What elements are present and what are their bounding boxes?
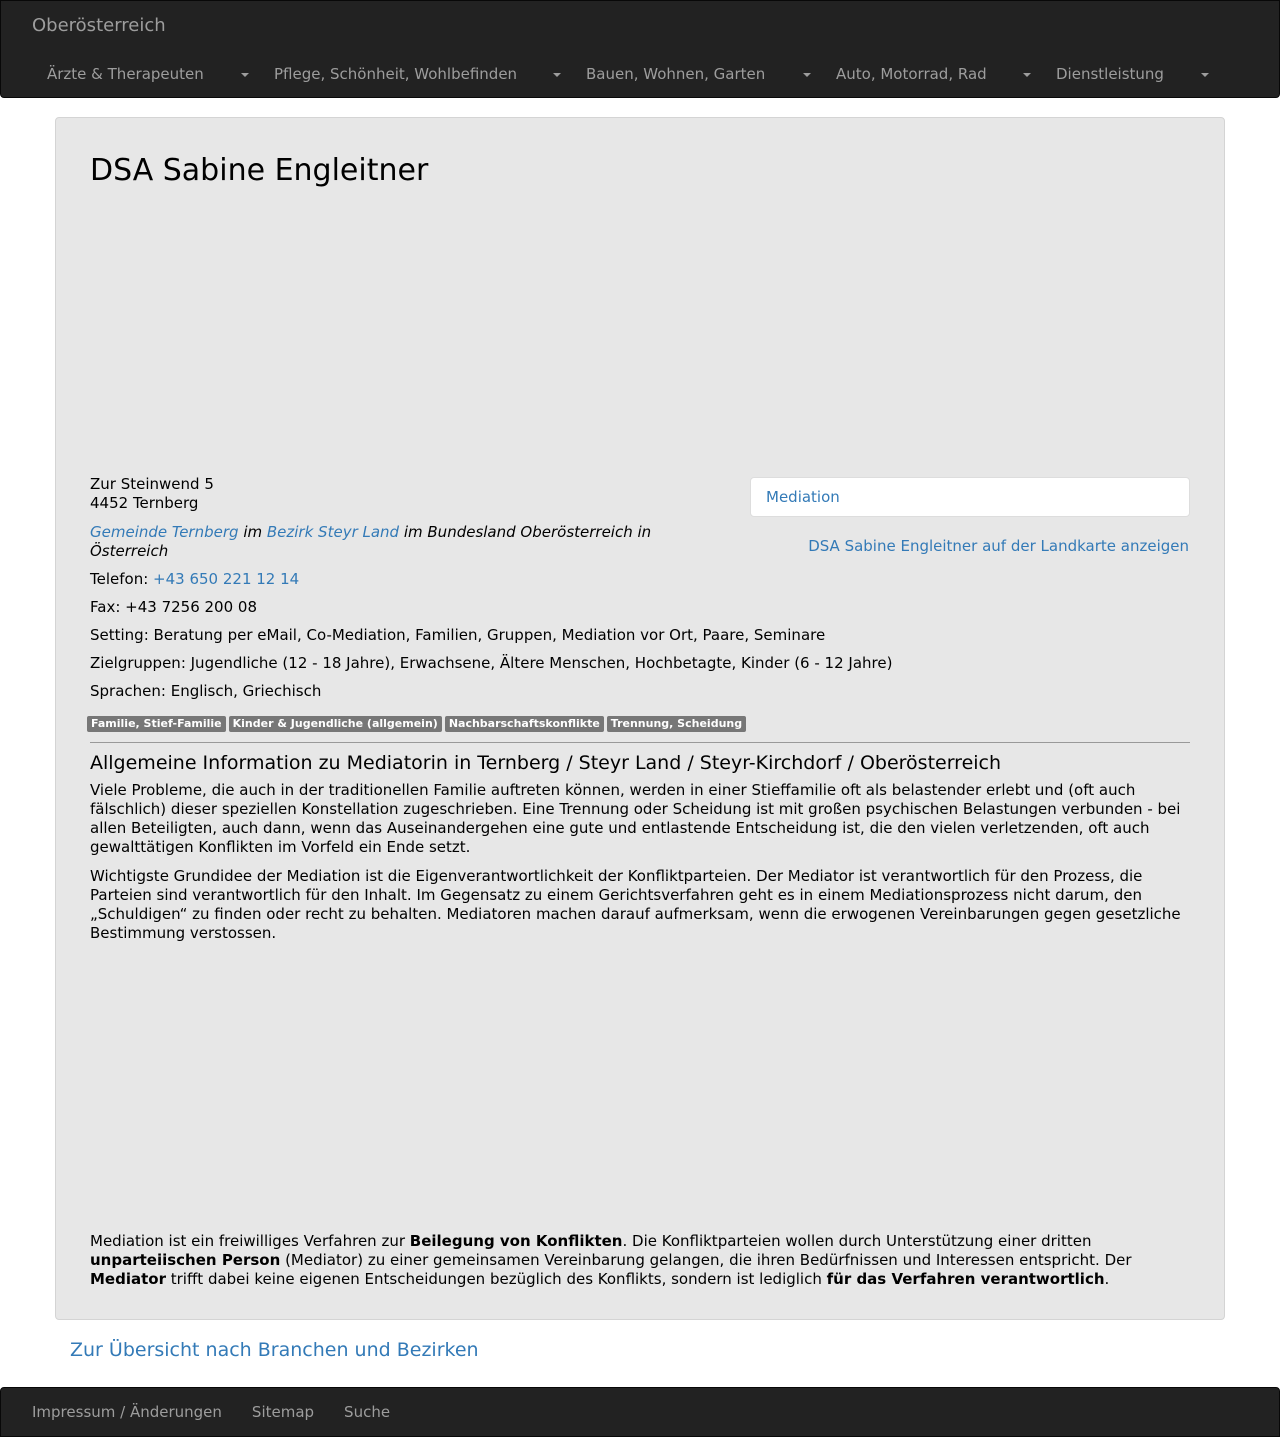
nav-dropdown-pflege[interactable] (259, 51, 571, 97)
caret-down-icon (553, 73, 561, 77)
nav-dropdown-bauen[interactable] (571, 51, 821, 97)
footer-menu (32, 1388, 420, 1436)
nav-item-label: Dienstleistung (1056, 65, 1164, 83)
tag-badge: Familie, Stief-Familie (87, 716, 226, 732)
phone-line (90, 570, 670, 589)
bold-span: unparteiischen Person (90, 1251, 281, 1269)
info-paragraph-2: Wichtigste Grundidee der Mediation ist die Eigenverantwortlichkeit der Konfliktparteien. Der Mediator ist verantwortlich für den Prozess, die Parteien sind verantwortlich für den Inhalt. Im Gegensatz zu einem Gerichtsverfahren geht es in einem Mediationsprozess nicht darum, den „Schuldigen“ zu finden oder recht zu behalten. Mediatoren machen darauf aufmerksam, wenn die erwogenen Vereinbarungen gegen gesetzliche Bestimmung verstossen. (90, 867, 1181, 942)
top-navbar (0, 0, 1280, 98)
phone-link[interactable]: +43 650 221 12 14 (153, 570, 300, 588)
navbar-brand[interactable]: Oberösterreich (32, 15, 166, 36)
address-street: Zur Steinwend 5 (90, 475, 214, 493)
zielgruppen-line: Zielgruppen: Jugendliche (12 - 18 Jahre), Erwachsene, Ältere Menschen, Hochbetagte, Kinder (6 - 12 Jahre) (90, 654, 893, 672)
footer-navbar (0, 1387, 1280, 1437)
location-im: im (238, 523, 267, 541)
nav-item-label: Ärzte & Therapeuten (47, 65, 204, 83)
setting-line: Setting: Beratung per eMail, Co-Mediation, Familien, Gruppen, Mediation vor Ort, Paare, Seminare (90, 626, 826, 644)
footer-link-sitemap[interactable]: Sitemap (251, 1403, 315, 1421)
info-paragraph-3 (90, 1232, 1190, 1289)
footer-link-suche[interactable]: Suche (344, 1403, 391, 1421)
address (90, 475, 670, 513)
map-link[interactable]: DSA Sabine Engleitner auf der Landkarte anzeigen (808, 537, 1189, 555)
gemeinde-link[interactable]: Gemeinde Ternberg (90, 523, 239, 541)
category-list (750, 477, 1190, 517)
contact-details (90, 475, 893, 710)
bezirk-link[interactable]: Bezirk Steyr Land (266, 523, 400, 541)
caret-down-icon (1023, 73, 1031, 77)
divider (90, 742, 1190, 743)
location-rest: im Bundesland Oberösterreich in Österreich (90, 523, 652, 560)
tag-badge: Trennung, Scheidung (607, 716, 746, 732)
nav-dropdown-auto[interactable] (821, 51, 1041, 97)
navbar-menu (32, 51, 1221, 97)
address-city: 4452 Ternberg (90, 494, 199, 512)
location-line (90, 523, 670, 561)
tag-badge: Nachbarschaftskonflikte (445, 716, 604, 732)
tag-list (87, 716, 749, 732)
fax-line: Fax: +43 7256 200 08 (90, 598, 257, 616)
page-title: DSA Sabine Engleitner (90, 153, 429, 188)
info-paragraph-1: Viele Probleme, die auch in der traditionellen Familie auftreten können, werden in einer Stieffamilie oft als belastender erlebt und (oft auch fälschlich) dieser speziellen Konstellation zugeschrieben. Eine Trennung oder Scheidung ist mit großen psychischen Belastungen verbunden - bei allen Beteiligten, auch dann, wenn das Auseinandergehen eine gute und entlastende Entscheidung ist, die den vielen verletzenden, oft auch gewalttätigen Konflikten im Vorfeld ein Ende setzt. (90, 781, 1181, 856)
nav-item-label: Auto, Motorrad, Rad (836, 65, 987, 83)
sprachen-line: Sprachen: Englisch, Griechisch (90, 682, 322, 700)
nav-dropdown-dienstleistung[interactable] (1041, 51, 1221, 97)
info-heading: Allgemeine Information zu Mediatorin in Ternberg / Steyr Land / Steyr-Kirchdorf / Oberösterreich (90, 752, 1002, 774)
text-span: trifft dabei keine eigenen Entscheidungen bezüglich des Konflikts, sondern ist lediglich (165, 1270, 827, 1288)
text-span: . Die Konfliktparteien wollen durch Unterstützung einer dritten (622, 1232, 1092, 1250)
caret-down-icon (241, 73, 249, 77)
text-span: . (1104, 1270, 1110, 1288)
tag-badge: Kinder & Jugendliche (allgemein) (229, 716, 442, 732)
caret-down-icon (1201, 73, 1209, 77)
phone-label: Telefon: (90, 570, 154, 588)
bold-span: Beilegung von Konflikten (409, 1232, 623, 1250)
text-span: (Mediator) zu einer gemeinsamen Vereinbarung gelangen, die ihren Bedürfnissen und Interessen entspricht. Der (280, 1251, 1132, 1269)
caret-down-icon (803, 73, 811, 77)
bold-span: für das Verfahren verantwortlich (826, 1270, 1105, 1288)
nav-dropdown-aerzte[interactable] (32, 51, 259, 97)
footer-link-impressum[interactable]: Impressum / Änderungen (32, 1403, 222, 1421)
overview-link[interactable]: Zur Übersicht nach Branchen und Bezirken (70, 1339, 479, 1361)
text-span: Mediation ist ein freiwilliges Verfahren zur (90, 1232, 410, 1250)
entry-panel (55, 117, 1225, 1320)
nav-item-label: Bauen, Wohnen, Garten (586, 65, 766, 83)
category-link-mediation[interactable]: Mediation (766, 488, 840, 506)
bold-span: Mediator (90, 1270, 166, 1288)
nav-item-label: Pflege, Schönheit, Wohlbefinden (274, 65, 518, 83)
